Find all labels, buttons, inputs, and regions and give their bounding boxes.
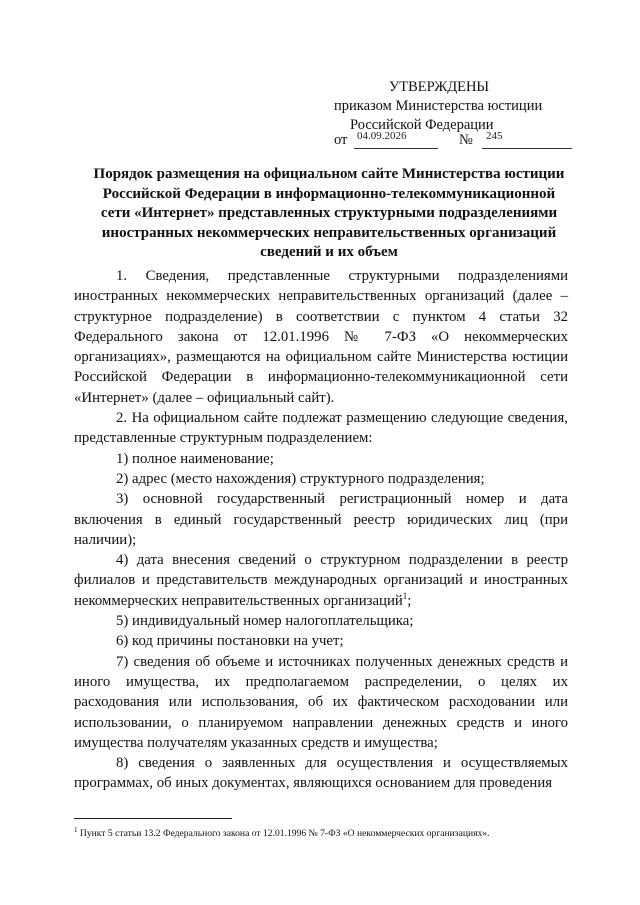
list-item-2: 2) адрес (место нахождения) структурного подразделения;	[116, 470, 485, 487]
footnote	[74, 824, 574, 840]
order-date-number-row	[334, 130, 574, 152]
order-number: 245	[486, 130, 503, 142]
list-item-5: 5) индивидуальный номер налогоплательщика;	[116, 613, 414, 630]
list-item-4-tail: ;	[407, 592, 412, 609]
number-label: №	[459, 132, 473, 148]
list-item-7: 7) сведения об объеме и источниках полученных денежных средств и иного имущества, их предполагаемом распределении, о целях их расходования или использования, об их фактическом расходовании или использовании, о планируемом направлении денежных средств и иного имущества получателям указанных средств и имущества;	[74, 653, 568, 751]
paragraph-2: 2. На официальном сайте подлежат размещению следующие сведения, представленные структурным подразделением:	[74, 410, 568, 447]
date-underline	[354, 148, 438, 149]
document-title: Порядок размещения на официальном сайте Министерства юстиции Российской Федерации в информационно-телекоммуникационной сети «Интернет» представленных структурными подразделениями иностранных некоммерческих неправительственных организаций сведений и их объем	[93, 166, 565, 260]
approval-order-line: приказом Министерства юстиции	[334, 98, 543, 114]
number-underline	[482, 148, 572, 149]
approval-title: УТВЕРЖДЕНЫ	[389, 79, 490, 95]
list-item-4	[74, 550, 568, 611]
order-date: 04.09.2026	[357, 130, 407, 142]
footnote-reference[interactable]: 1	[402, 590, 408, 601]
list-item-3: 3) основной государственный регистрационный номер и дата включения в единый государственный реестр юридических лиц (при наличии);	[74, 491, 568, 548]
list-item-8: 8) сведения о заявленных для осуществления и осуществляемых программах, об иных документах, являющихся основанием для проведения	[74, 755, 568, 792]
footnote-mark: 1	[74, 826, 78, 834]
list-item-6: 6) код причины постановки на учет;	[116, 633, 344, 650]
footnote-text: Пункт 5 статьи 13.2 Федерального закона от 12.01.1996 № 7-ФЗ «О некоммерческих организациях».	[77, 828, 490, 840]
paragraph-1: 1. Сведения, представленные структурными подразделениями иностранных некоммерческих неправительственных организаций (далее – структурное подразделение) в соответствии с пунктом 4 статьи 32 Федерального закона от 12.01.1996 № 7-ФЗ «О некоммерческих организациях», размещаются на официальном сайте Министерства юстиции Российской Федерации в информационно-телекоммуникационной сети «Интернет» (далее – официальный сайт).	[74, 268, 568, 406]
list-item-1: 1) полное наименование;	[116, 450, 274, 467]
footnote-separator	[74, 818, 232, 819]
list-item-4-text: 4) дата внесения сведений о структурном подразделении в реестр филиалов и представительств международных организаций и иностранных некоммерческих неправительственных организаций	[74, 552, 568, 609]
approval-block	[334, 78, 574, 135]
approval-authority-line: Российской Федерации	[350, 117, 494, 133]
from-label: от	[334, 132, 348, 148]
document-body	[74, 266, 568, 794]
